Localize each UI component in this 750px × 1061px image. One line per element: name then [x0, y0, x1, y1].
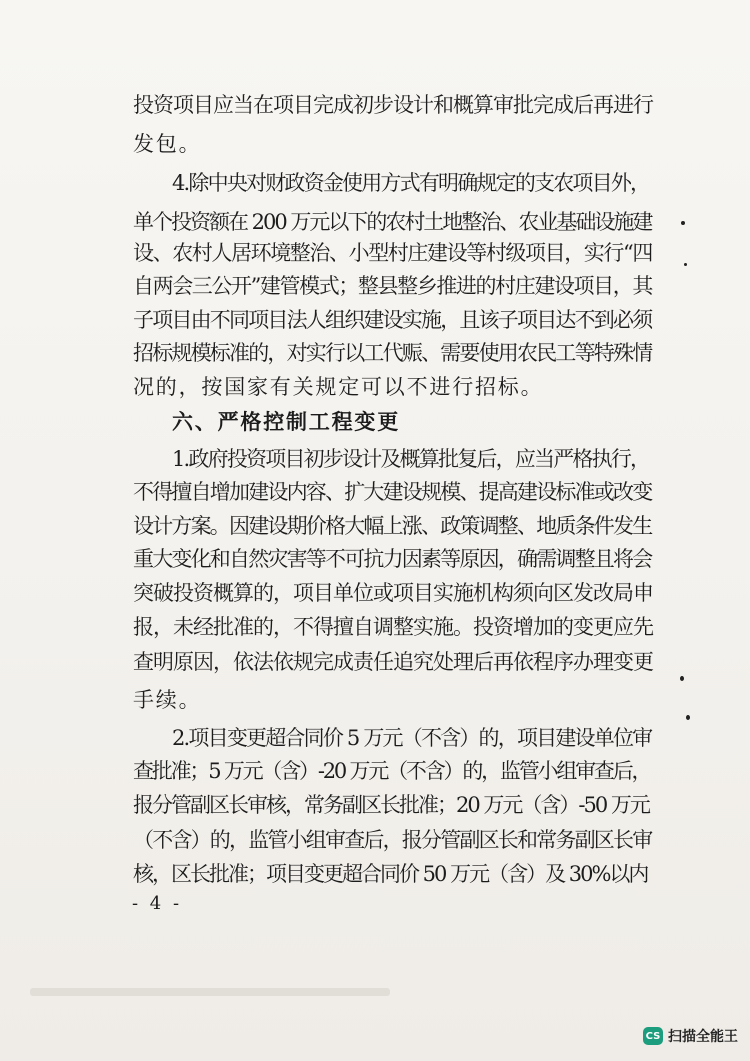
text-line: 自两会三公开”建管模式；整县整乡推进的村庄建设项目，其 — [133, 274, 652, 298]
text-line: 设计方案。因建设期价格大幅上涨、政策调整、地质条件发生 — [133, 514, 652, 538]
scan-speck — [684, 263, 687, 266]
text-line: （不含）的，监管小组审查后，报分管副区长和常务副区长审 — [133, 828, 652, 852]
scan-speck — [686, 715, 690, 720]
text-line: 查批准；5 万元（含）-20 万元（不含）的，监管小组审查后， — [133, 759, 651, 783]
text-line: 突破投资概算的，项目单位或项目实施机构须向区发改局申 — [133, 581, 653, 605]
paragraph-start: 4.除中央对财政资金使用方式有明确规定的支农项目外， — [172, 171, 650, 195]
section-heading: 六、严格控制工程变更 — [172, 410, 400, 434]
scan-shadow — [30, 988, 390, 996]
text-line: 不得擅自增加建设内容、扩大建设规模、提高建设标准或改变 — [133, 480, 652, 504]
text-line: 况的，按国家有关规定可以不进行招标。 — [133, 375, 544, 399]
text-line: 核，区长批准；项目变更超合同价 50 万元（含）及 30%以内 — [133, 862, 648, 886]
text-line: 报，未经批准的，不得擅自调整实施。投资增加的变更应先 — [133, 615, 653, 639]
text-line: 投资项目应当在项目完成初步设计和概算审批完成后再进行 — [133, 93, 653, 117]
text-line: 手续。 — [133, 688, 202, 712]
text-line: 设、农村人居环境整治、小型村庄建设等村级项目，实行“四 — [133, 241, 652, 265]
text-line: 重大变化和自然灾害等不可抗力因素等原因，确需调整且将会 — [133, 547, 652, 571]
scan-speck — [681, 221, 685, 225]
text-line: 查明原因，依法依规完成责任追究处理后再依程序办理变更 — [133, 650, 653, 674]
page-number: - 4 - — [132, 893, 183, 914]
text-line: 单个投资额在 200 万元以下的农村土地整治、农业基础设施建 — [133, 210, 652, 234]
text-line: 报分管副区长审核，常务副区长批准；20 万元（含）-50 万元 — [133, 793, 649, 817]
text-line: 发包。 — [133, 132, 202, 156]
camscanner-logo-icon: CS — [643, 1027, 663, 1045]
scan-speck — [680, 676, 684, 681]
text-line: 招标规模标准的，对实行以工代赈、需要使用农民工等特殊情 — [133, 341, 652, 365]
paragraph-start: 2.项目变更超合同价 5 万元（不含）的，项目建设单位审 — [172, 726, 652, 750]
scanner-brand-label: 扫描全能王 — [668, 1029, 738, 1045]
paragraph-start: 1.政府投资项目初步设计及概算批复后，应当严格执行， — [172, 447, 650, 471]
scanner-watermark — [643, 1025, 738, 1047]
text-line: 子项目由不同项目法人组织建设实施，且该子项目达不到必须 — [133, 308, 652, 332]
